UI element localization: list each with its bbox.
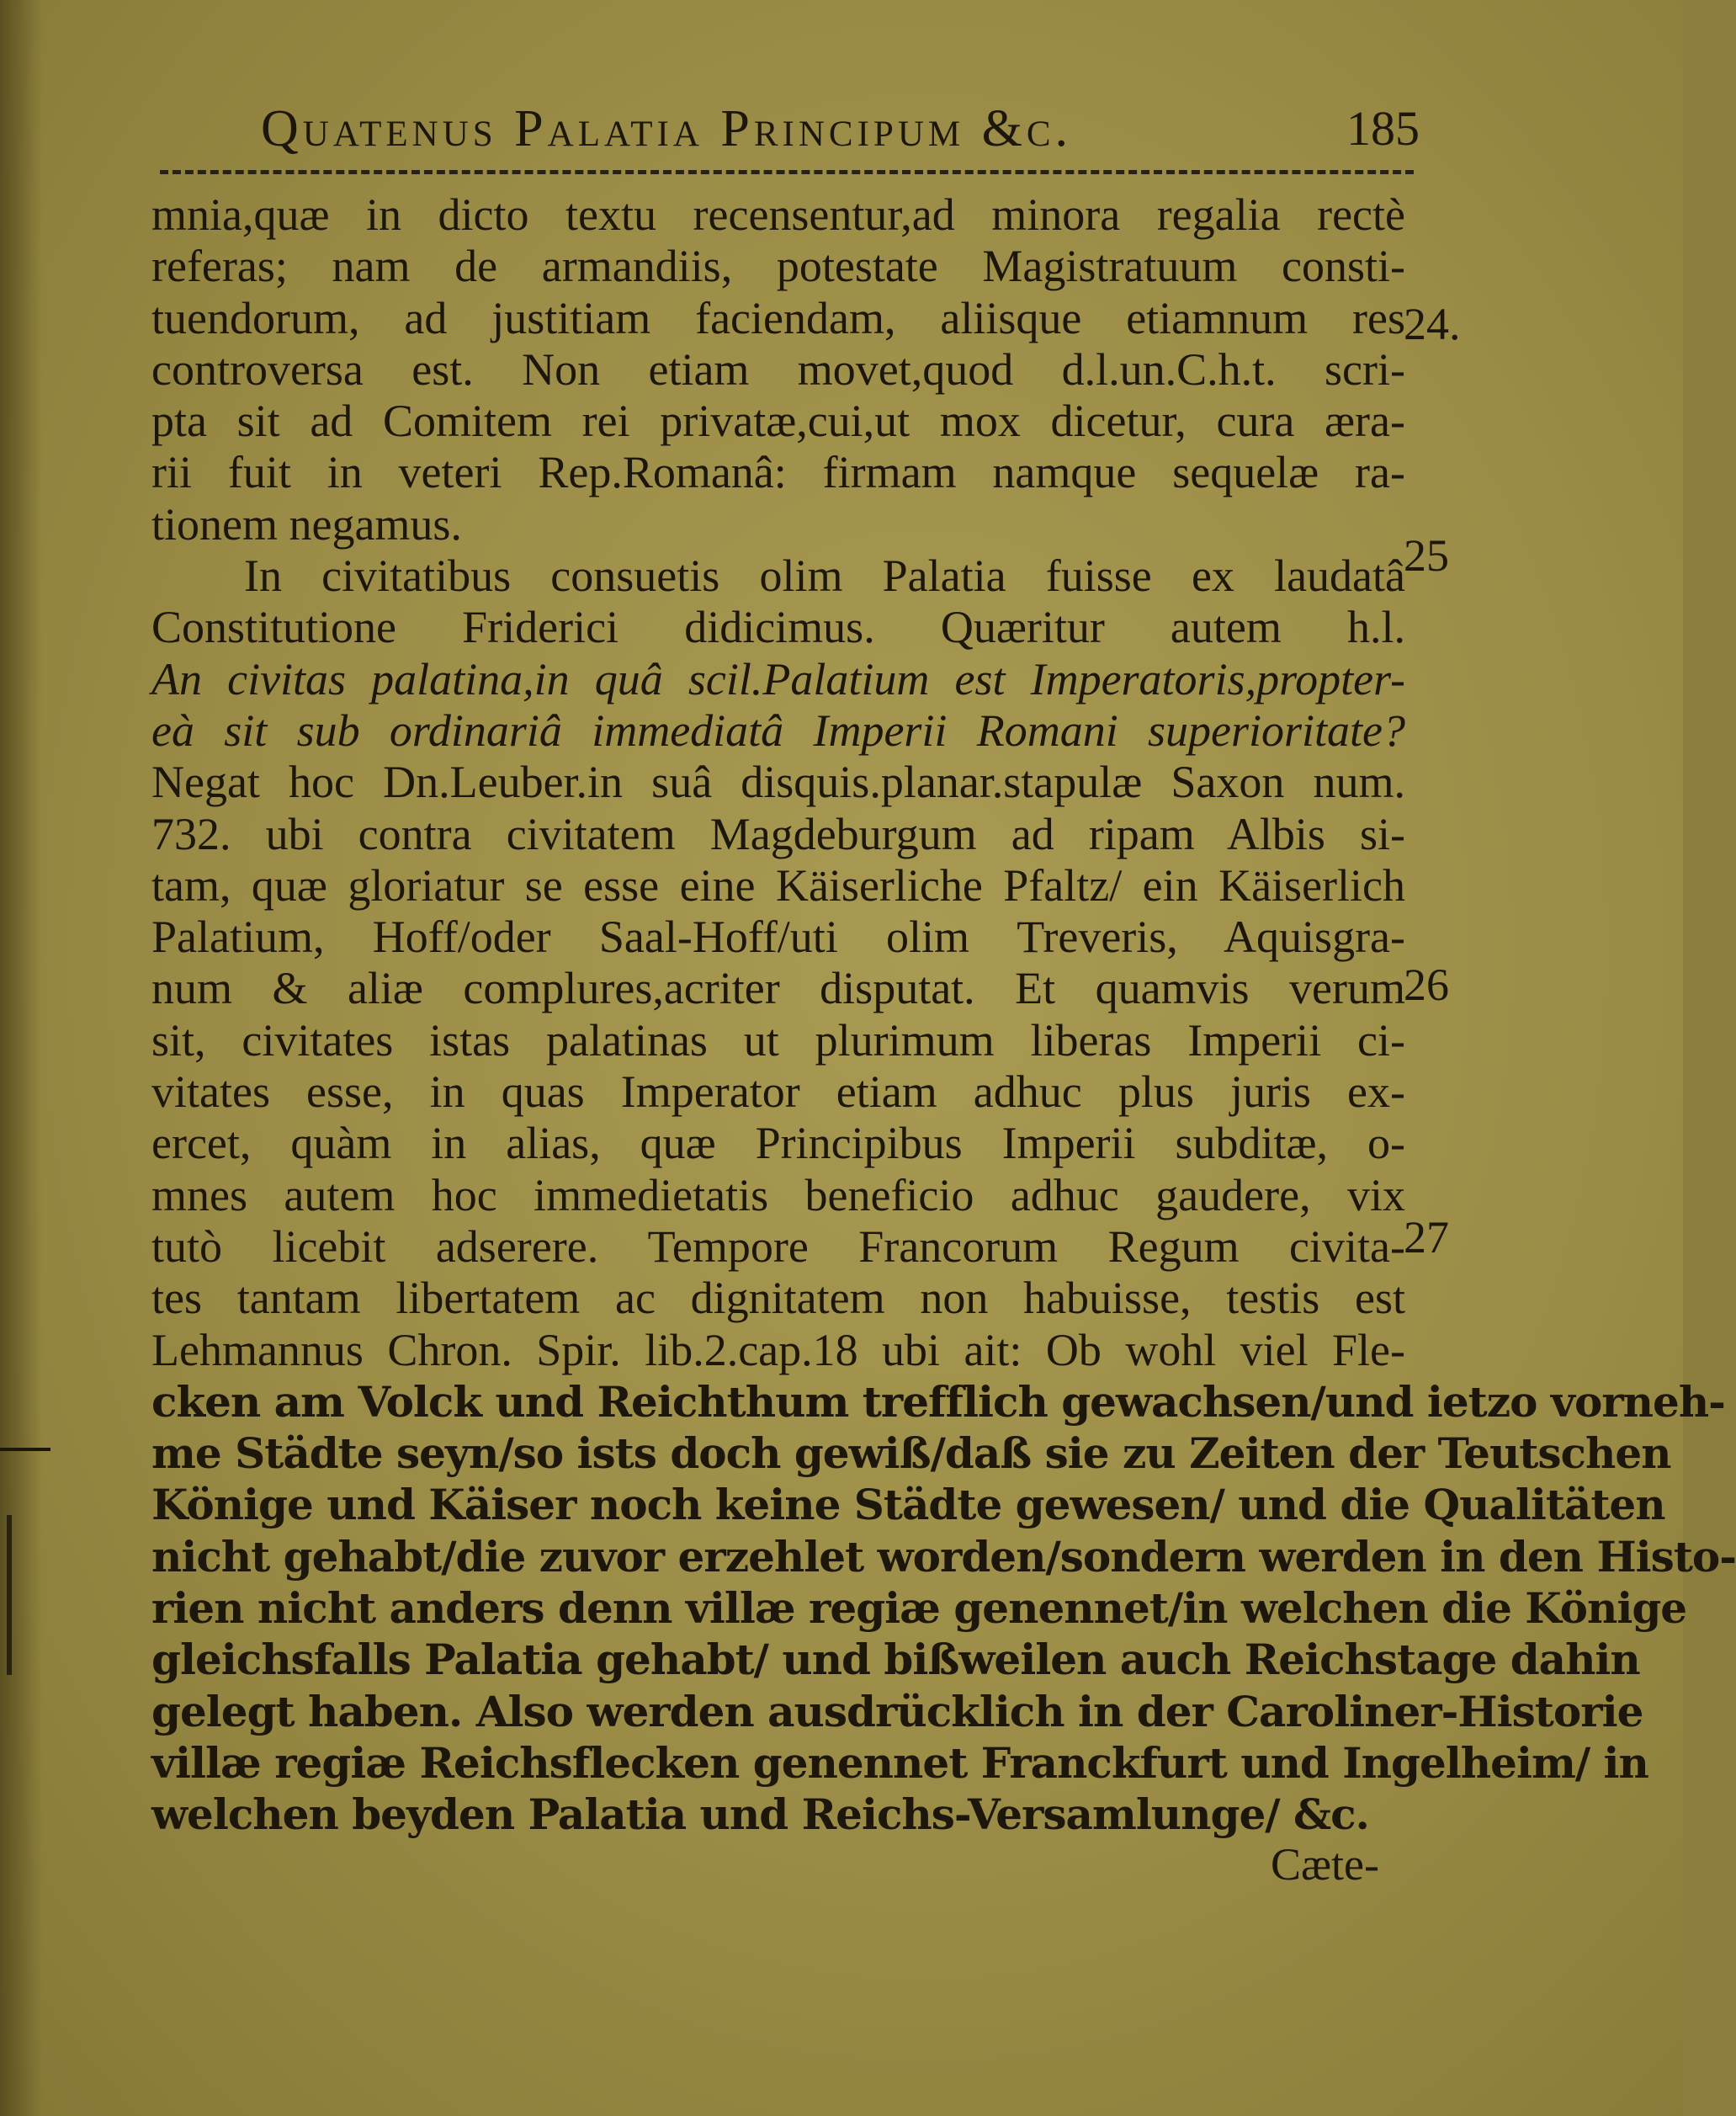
text-line: mnes autem hoc immedietatis beneficio adhuc gaudere, vix (151, 1169, 1405, 1220)
text-line: tam, quæ gloriatur se esse eine Käiserliche Pfaltz/ ein Käiserlich (151, 859, 1405, 911)
text-line: vitates esse, in quas Imperator etiam adhuc plus juris ex- (151, 1066, 1405, 1118)
margin-note: 25 (1404, 530, 1449, 581)
text-line: tutò licebit adserere. Tempore Francorum Regum civita- (151, 1220, 1405, 1272)
text-line-gothic: villæ regiæ Reichsflecken genennet Franckfurt und Ingelheim/ in (151, 1737, 1648, 1788)
page-edge-shadow (0, 0, 42, 2116)
margin-ink-stroke (7, 1515, 12, 1675)
text-line: sit, civitates istas palatinas ut plurimum liberas Imperii ci- (151, 1014, 1405, 1066)
text-line: Lehmannus Chron. Spir. lib.2.cap.18 ubi ait: Ob wohl viel Fle- (151, 1324, 1405, 1375)
text-line: ercet, quàm in alias, quæ Principibus Imperii subditæ, o- (151, 1118, 1405, 1169)
text-line: An civitas palatina,in quâ scil.Palatium est Imperatoris,propter- (151, 653, 1405, 704)
text-line-gothic: rien nicht anders denn villæ regiæ genennet/in welchen die Könige (151, 1583, 1687, 1634)
margin-note: 26 (1404, 960, 1449, 1010)
margin-note: 27 (1404, 1212, 1449, 1263)
text-line-gothic: gleichsfalls Palatia gehabt/ und bißweilen auch Reichstage dahin (151, 1635, 1640, 1685)
text-line: 732. ubi contra civitatem Magdeburgum ad ripam Albis si- (151, 808, 1405, 859)
text-line-gothic: nicht gehabt/die zuvor erzehlet worden/sondern werden in den Histo- (151, 1531, 1736, 1582)
catchword: Cæte- (1271, 1839, 1379, 1890)
text-line-gothic: cken am Volck und Reichthum trefflich gewachsen/und ietzo vorneh- (151, 1376, 1725, 1427)
margin-ink-mark (0, 1448, 50, 1485)
text-line: In civitatibus consuetis olim Palatia fuisse ex laudatâ (244, 550, 1405, 602)
text-line: rii fuit in veteri Rep.Romanâ: firmam namque sequelæ ra- (151, 447, 1405, 498)
text-line: tuendorum, ad justitiam faciendam, aliisque etiamnum res (151, 292, 1405, 343)
page-number: 185 (1346, 101, 1420, 156)
running-head: Quatenus Palatia Principum &c. (261, 100, 1073, 157)
text-line-gothic: gelegt haben. Also werden ausdrücklich in der Caroliner-Historie (151, 1686, 1643, 1736)
margin-note: 24. (1404, 299, 1461, 349)
text-line: eà sit sub ordinariâ immediatâ Imperii Romani superioritate? (151, 704, 1405, 756)
text-line: referas; nam de armandiis, potestate Magistratuum consti- (151, 241, 1405, 292)
text-line: num & aliæ complures,acriter disputat. Et quamvis verum (151, 963, 1405, 1014)
text-line-gothic: Könige und Käiser noch keine Städte gewesen/ und die Qualitäten (151, 1480, 1665, 1530)
header-rule (160, 170, 1414, 174)
text-line: pta sit ad Comitem rei privatæ,cui,ut mox dicetur, cura æra- (151, 396, 1405, 447)
text-line: controversa est. Non etiam movet,quod d.l.un.C.h.t. scri- (151, 343, 1405, 395)
text-line: tes tantam libertatem ac dignitatem non habuisse, testis est (151, 1273, 1405, 1324)
text-line-gothic: me Städte seyn/so ists doch gewiß/daß sie zu Zeiten der Teutschen (151, 1428, 1671, 1479)
text-line: Constitutione Friderici didicimus. Quæritur autem h.l. (151, 602, 1405, 653)
text-line: mnia,quæ in dicto textu recensentur,ad minora regalia rectè (151, 189, 1405, 240)
text-line: Negat hoc Dn.Leuber.in suâ disquis.planar.stapulæ Saxon num. (151, 757, 1405, 808)
text-line-gothic: welchen beyden Palatia und Reichs-Versamlunge/ &c. (151, 1789, 1369, 1840)
text-line: tionem negamus. (151, 498, 462, 550)
text-line: Palatium, Hoff/oder Saal-Hoff/uti olim Treveris, Aquisgra- (151, 912, 1405, 963)
